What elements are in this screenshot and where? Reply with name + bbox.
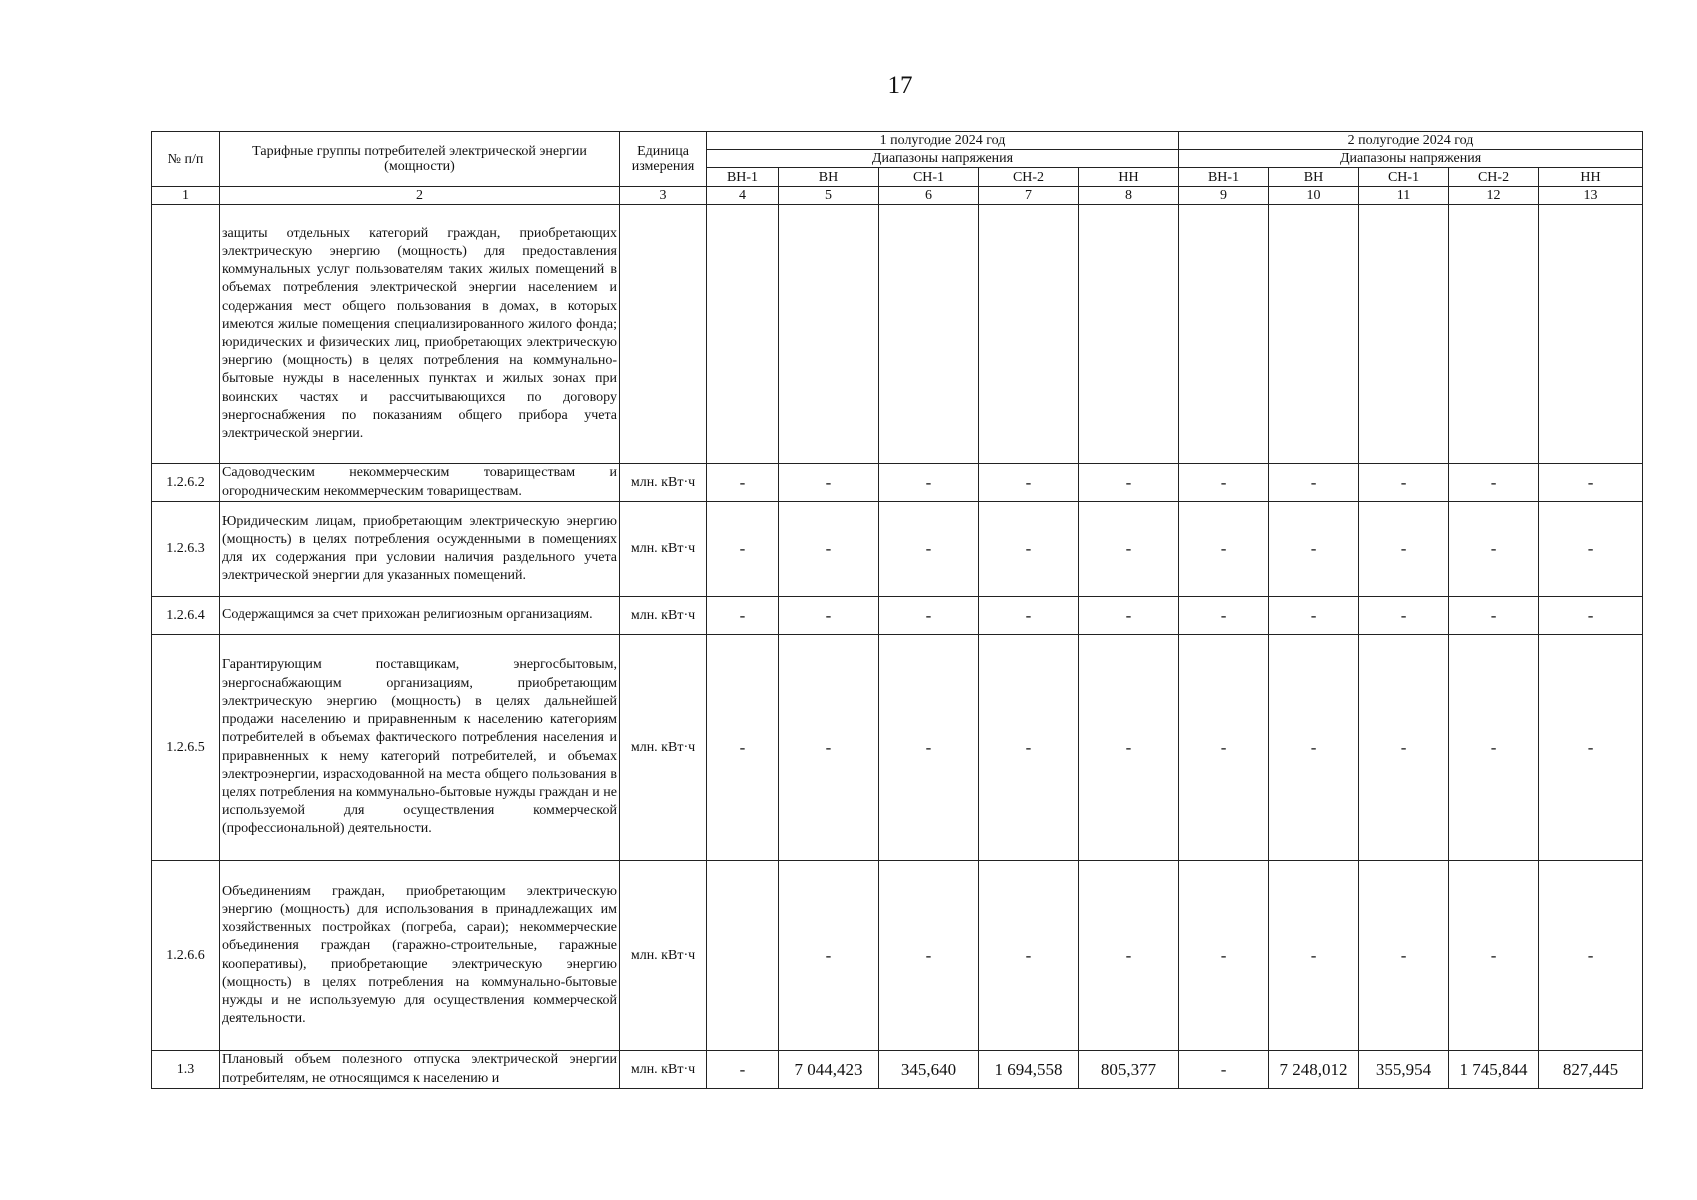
value-cell xyxy=(879,205,979,464)
value-cell xyxy=(979,205,1079,464)
row-description: защиты отдельных категорий граждан, приобретающих электрическую энергию (мощность) для предоставления коммунальных услуг пользователям таких жилых помещений в объемах потребления электрической энергии населением и содержания мест общего пользования в домах, в которых имеются жилые помещения специализированного жилого фонда; юридических и физических лиц, приобретающих электрическую энергию (мощность) в целях потребления на коммунально-бытовые нужды в населенных пунктах и жилых зонах при воинских частях и рассчитывающихся по договору энергоснабжения по показаниям общего прибора учета электрической энергии. xyxy=(220,205,620,464)
column-number: 6 xyxy=(879,187,979,205)
header-unit: Единица измерения xyxy=(620,132,707,187)
value-cell: - xyxy=(1269,597,1359,635)
value-cell xyxy=(1359,205,1449,464)
value-cell xyxy=(707,861,779,1051)
header-half1-range: Диапазоны напряжения xyxy=(707,150,1179,168)
value-cell xyxy=(707,205,779,464)
header-half1: 1 полугодие 2024 год xyxy=(707,132,1179,150)
column-number: 4 xyxy=(707,187,779,205)
value-cell: - xyxy=(1179,464,1269,502)
header-half2-range: Диапазоны напряжения xyxy=(1179,150,1643,168)
column-number: 12 xyxy=(1449,187,1539,205)
value-cell: - xyxy=(779,861,879,1051)
row-unit: млн. кВт·ч xyxy=(620,635,707,861)
voltage-header: НН xyxy=(1539,168,1643,187)
value-cell: - xyxy=(1079,502,1179,597)
row-number: 1.2.6.5 xyxy=(152,635,220,861)
value-cell: - xyxy=(1359,502,1449,597)
value-cell: - xyxy=(1539,502,1643,597)
value-cell: 827,445 xyxy=(1539,1051,1643,1089)
header-no: № п/п xyxy=(152,132,220,187)
row-number: 1.3 xyxy=(152,1051,220,1089)
value-cell: - xyxy=(879,464,979,502)
column-number: 1 xyxy=(152,187,220,205)
value-cell: - xyxy=(1179,635,1269,861)
value-cell: - xyxy=(1359,635,1449,861)
value-cell xyxy=(1269,205,1359,464)
column-number: 13 xyxy=(1539,187,1643,205)
row-description: Садоводческим некоммерческим товариществам и огородническим некоммерческим товариществам. xyxy=(220,464,620,502)
value-cell xyxy=(1449,205,1539,464)
voltage-header: ВН-1 xyxy=(707,168,779,187)
voltage-header: СН-1 xyxy=(1359,168,1449,187)
row-number: 1.2.6.4 xyxy=(152,597,220,635)
value-cell: - xyxy=(1359,464,1449,502)
value-cell: - xyxy=(1539,861,1643,1051)
column-number: 3 xyxy=(620,187,707,205)
column-number: 11 xyxy=(1359,187,1449,205)
header-half2: 2 полугодие 2024 год xyxy=(1179,132,1643,150)
row-number: 1.2.6.3 xyxy=(152,502,220,597)
value-cell: 805,377 xyxy=(1079,1051,1179,1089)
column-number: 10 xyxy=(1269,187,1359,205)
value-cell: - xyxy=(1269,635,1359,861)
row-description: Содержащимся за счет прихожан религиозным организациям. xyxy=(220,597,620,635)
value-cell: - xyxy=(1449,597,1539,635)
table-row xyxy=(152,205,1643,464)
value-cell: - xyxy=(979,502,1079,597)
value-cell: - xyxy=(1539,597,1643,635)
value-cell: - xyxy=(1269,502,1359,597)
value-cell: - xyxy=(707,1051,779,1089)
value-cell: - xyxy=(1269,464,1359,502)
row-number: 1.2.6.2 xyxy=(152,464,220,502)
value-cell xyxy=(1179,205,1269,464)
row-description: Плановый объем полезного отпуска электрической энергии потребителям, не относящимся к населению и xyxy=(220,1051,620,1089)
value-cell: 7 248,012 xyxy=(1269,1051,1359,1089)
row-unit: млн. кВт·ч xyxy=(620,502,707,597)
row-unit: млн. кВт·ч xyxy=(620,1051,707,1089)
value-cell: - xyxy=(979,464,1079,502)
value-cell: 1 745,844 xyxy=(1449,1051,1539,1089)
row-unit: млн. кВт·ч xyxy=(620,464,707,502)
value-cell: - xyxy=(779,464,879,502)
value-cell: - xyxy=(1539,635,1643,861)
row-description: Юридическим лицам, приобретающим электрическую энергию (мощность) в целях потребления осужденными в помещениях для их содержания при условии наличия раздельного учета электрической энергии для указанных помещений. xyxy=(220,502,620,597)
value-cell xyxy=(1079,205,1179,464)
value-cell xyxy=(779,205,879,464)
value-cell: - xyxy=(1449,861,1539,1051)
value-cell: - xyxy=(707,597,779,635)
value-cell: - xyxy=(1079,597,1179,635)
voltage-header: ВН xyxy=(779,168,879,187)
page-number: 17 xyxy=(887,72,913,99)
value-cell: - xyxy=(779,635,879,861)
voltage-header: НН xyxy=(1079,168,1179,187)
value-cell: - xyxy=(1079,635,1179,861)
column-number: 8 xyxy=(1079,187,1179,205)
value-cell: - xyxy=(1449,502,1539,597)
value-cell: - xyxy=(1179,1051,1269,1089)
value-cell: - xyxy=(779,502,879,597)
value-cell: - xyxy=(1449,464,1539,502)
row-unit xyxy=(620,205,707,464)
value-cell: - xyxy=(1179,502,1269,597)
value-cell: - xyxy=(979,635,1079,861)
value-cell: - xyxy=(707,464,779,502)
row-description: Гарантирующим поставщикам, энергосбытовым, энергоснабжающим организациям, приобретающим электрическую энергию (мощность) в целях дальнейшей продажи населению и приравненным к населению категориям потребителей в объемах фактического потребления населения и приравненных к нему категорий потребителей, и объемах электроэнергии, израсходованной на места общего пользования в целях потребления на коммунально-бытовые нужды граждан и не используемой для осуществления коммерческой (профессиональной) деятельности. xyxy=(220,635,620,861)
value-cell: - xyxy=(879,502,979,597)
value-cell: - xyxy=(1539,464,1643,502)
value-cell: 355,954 xyxy=(1359,1051,1449,1089)
row-number: 1.2.6.6 xyxy=(152,861,220,1051)
table-row xyxy=(152,1051,1643,1089)
value-cell: - xyxy=(1179,861,1269,1051)
table-row xyxy=(152,635,1643,861)
voltage-header: ВН xyxy=(1269,168,1359,187)
row-unit: млн. кВт·ч xyxy=(620,861,707,1051)
column-number: 2 xyxy=(220,187,620,205)
column-number: 7 xyxy=(979,187,1079,205)
table-row xyxy=(152,597,1643,635)
value-cell xyxy=(1539,205,1643,464)
voltage-header: СН-2 xyxy=(979,168,1079,187)
table-row xyxy=(152,502,1643,597)
value-cell: - xyxy=(879,861,979,1051)
value-cell: - xyxy=(1079,464,1179,502)
voltage-header: СН-1 xyxy=(879,168,979,187)
value-cell: 7 044,423 xyxy=(779,1051,879,1089)
header-tariff-group: Тарифные группы потребителей электрической энергии (мощности) xyxy=(220,132,620,187)
value-cell: - xyxy=(1179,597,1269,635)
value-cell: - xyxy=(879,635,979,861)
row-unit: млн. кВт·ч xyxy=(620,597,707,635)
row-description: Объединениям граждан, приобретающим электрическую энергию (мощность) для использования в принадлежащих им хозяйственных постройках (погреба, сараи); некоммерческие объединения граждан (гаражно-строительные, гаражные кооперативы), приобретающие электрическую энергию (мощность) в целях потребления на коммунально-бытовые нужды и не используемую для осуществления коммерческой деятельности. xyxy=(220,861,620,1051)
value-cell: - xyxy=(707,635,779,861)
tariff-table-wrapper xyxy=(151,131,1642,1089)
value-cell: - xyxy=(979,861,1079,1051)
value-cell: - xyxy=(779,597,879,635)
row-number xyxy=(152,205,220,464)
column-number: 9 xyxy=(1179,187,1269,205)
value-cell: - xyxy=(1079,861,1179,1051)
value-cell: 345,640 xyxy=(879,1051,979,1089)
value-cell: - xyxy=(1359,861,1449,1051)
column-number: 5 xyxy=(779,187,879,205)
value-cell: - xyxy=(1449,635,1539,861)
value-cell: - xyxy=(707,502,779,597)
value-cell: - xyxy=(1269,861,1359,1051)
voltage-header: ВН-1 xyxy=(1179,168,1269,187)
value-cell: - xyxy=(879,597,979,635)
value-cell: 1 694,558 xyxy=(979,1051,1079,1089)
table-row xyxy=(152,464,1643,502)
value-cell: - xyxy=(979,597,1079,635)
voltage-header: СН-2 xyxy=(1449,168,1539,187)
column-number-row xyxy=(152,187,1643,205)
value-cell: - xyxy=(1359,597,1449,635)
table-row xyxy=(152,861,1643,1051)
tariff-table xyxy=(151,131,1643,1089)
